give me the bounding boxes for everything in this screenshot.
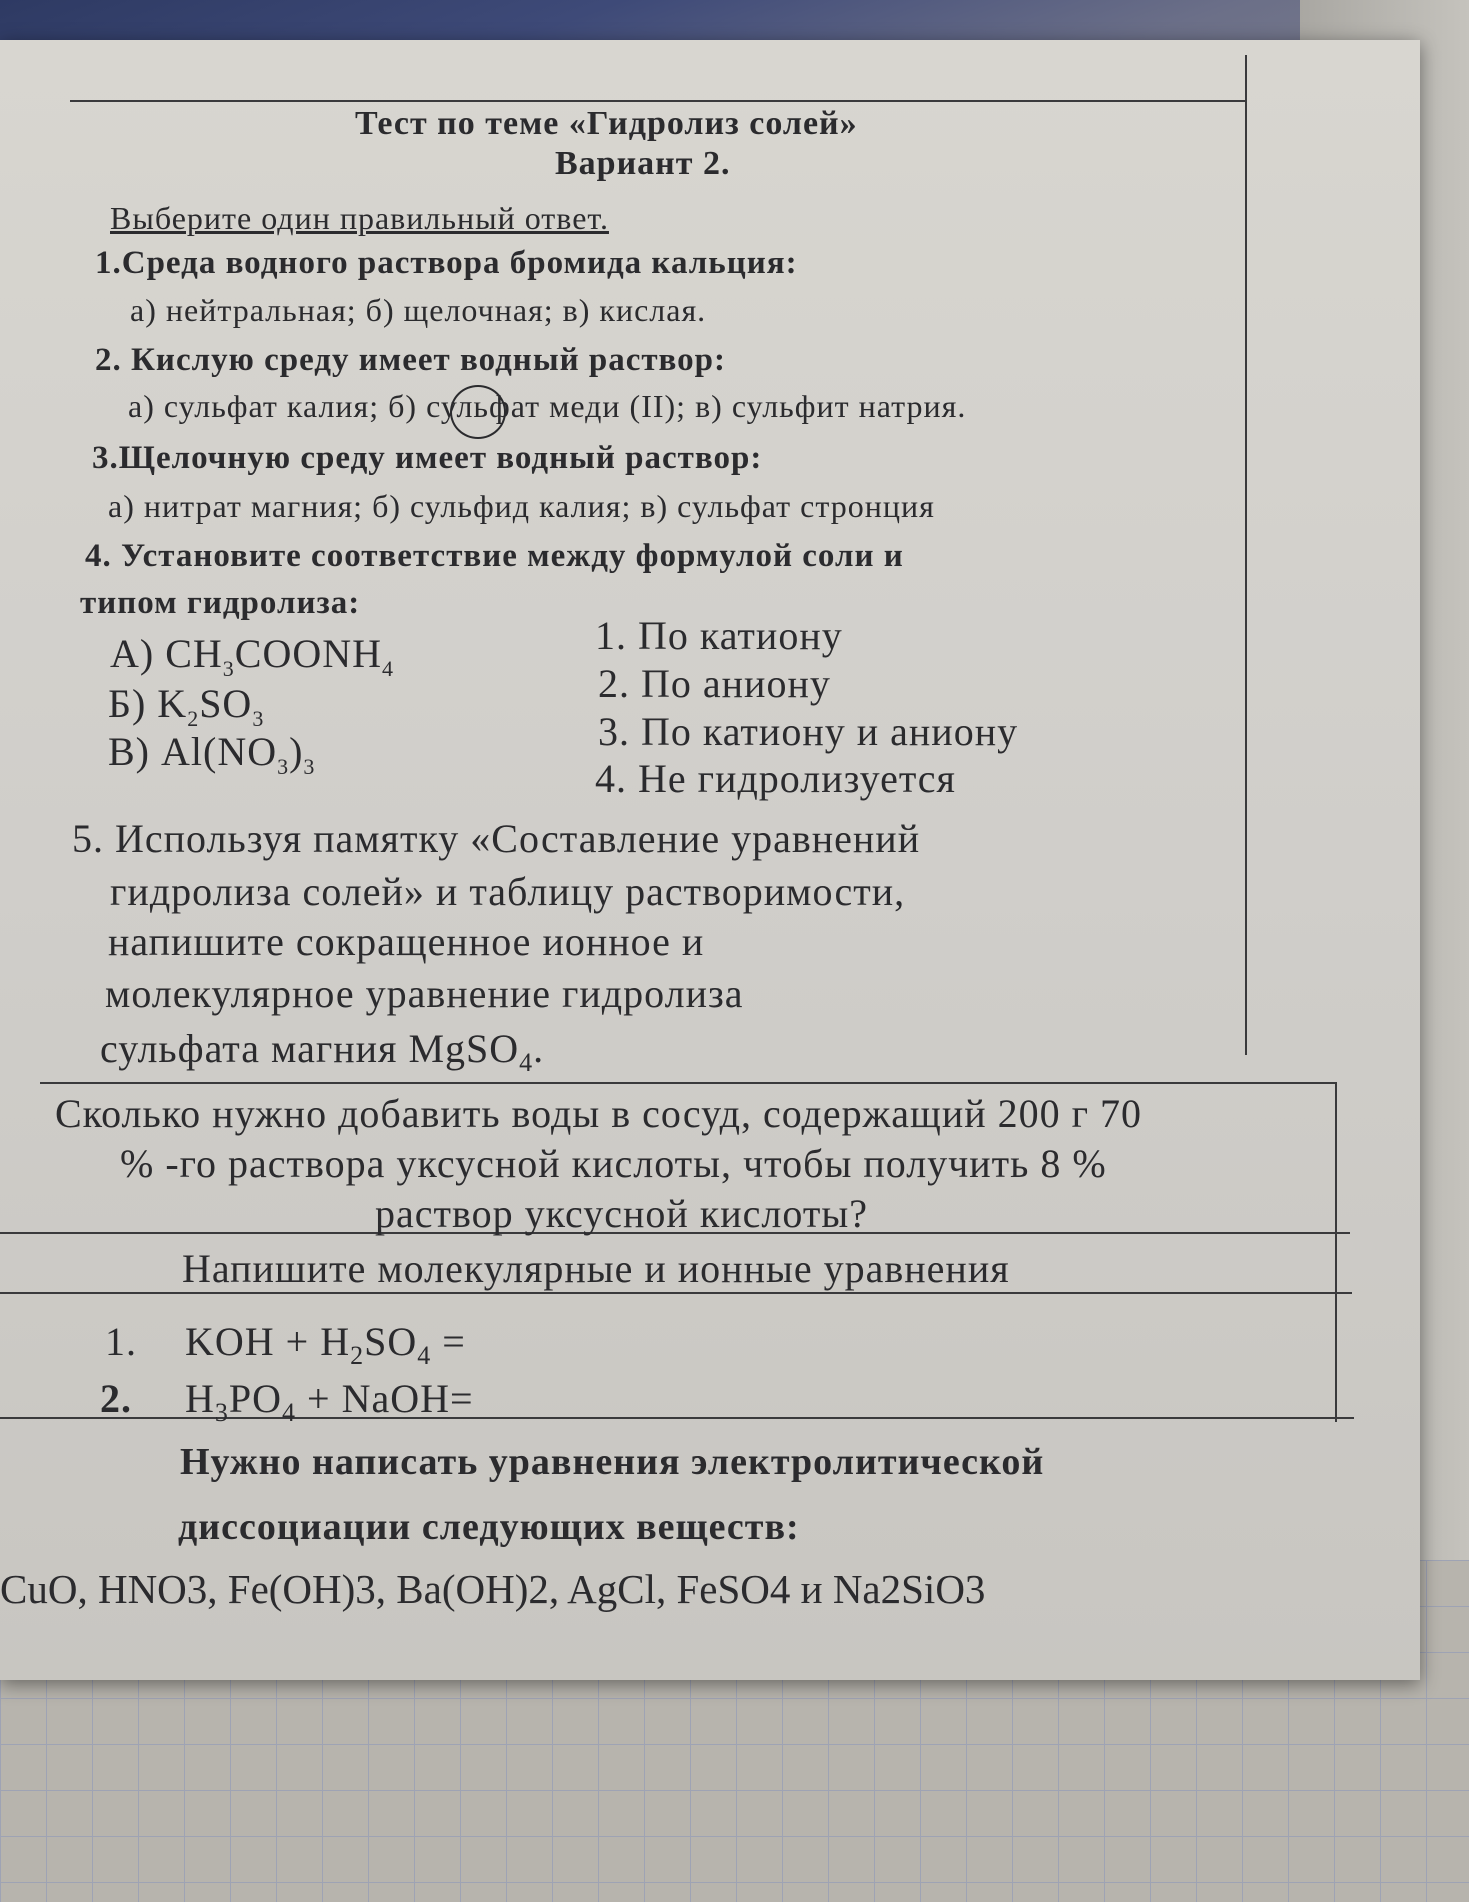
equations-header: Напишите молекулярные и ионные уравнения [182, 1246, 1010, 1291]
question-5-line-5: сульфата магния MgSO$_4$. [100, 1026, 545, 1077]
dissociation-line-2: диссоциации следующих веществ: [178, 1506, 800, 1548]
hydrolysis-type-3: 3. По катиону и аниону [598, 709, 1019, 754]
question-3-answers: а) нитрат магния; б) сульфид калия; в) сульфат стронция [108, 488, 935, 524]
question-1: 1.Среда водного раствора бромида кальция: [95, 245, 798, 281]
formula-b: Б) $K_2SO_3$ [108, 681, 265, 731]
selected-answer-circle [450, 385, 506, 439]
formula-a: А) $CH_3COONH_4$ [110, 631, 395, 681]
question-2-answers: а) сульфат калия; б) сульфат меди (II); в) сульфит натрия. [128, 388, 967, 424]
table-right-border-lower [1335, 1082, 1337, 1422]
table-top-border [70, 100, 1245, 102]
water-task-line-3: раствор уксусной кислоты? [375, 1191, 868, 1236]
equation-1-number: 1. [105, 1319, 137, 1364]
divider-after-eq-header [0, 1292, 1352, 1294]
question-5-line-4: молекулярное уравнение гидролиза [105, 971, 744, 1016]
test-title: Тест по теме «Гидролиз солей» [355, 105, 858, 142]
formula-c: В) $Al(NO_3)_3$ [108, 729, 316, 779]
dissociation-line-1: Нужно написать уравнения электролитической [180, 1441, 1045, 1483]
equation-2: $H_3PO_4$ + NaOH= [185, 1376, 474, 1427]
hydrolysis-type-1: 1. По катиону [595, 613, 843, 658]
water-task-line-1: Сколько нужно добавить воды в сосуд, содержащий 200 г 70 [55, 1091, 1143, 1136]
hydrolysis-type-4: 4. Не гидролизуется [595, 756, 956, 801]
question-3: 3.Щелочную среду имеет водный раствор: [92, 440, 763, 476]
divider-after-q5 [40, 1082, 1335, 1084]
question-1-answers: а) нейтральная; б) щелочная; в) кислая. [130, 292, 707, 328]
question-4-line-1: 4. Установите соответствие между формулой соли и [85, 538, 904, 574]
instruction: Выберите один правильный ответ. [110, 200, 609, 236]
question-4-line-2: типом гидролиза: [80, 585, 361, 621]
equation-2-number: 2. [100, 1376, 132, 1421]
question-5-line-2: гидролиза солей» и таблицу растворимости, [110, 869, 906, 914]
equation-1: KOH + $H_2SO_4$ = [185, 1319, 466, 1370]
hydrolysis-type-2: 2. По аниону [598, 661, 831, 706]
question-5-line-1: 5. Используя памятку «Составление уравнений [72, 816, 921, 861]
question-5-line-3: напишите сокращенное ионное и [108, 919, 705, 964]
table-right-border [1245, 55, 1247, 1055]
water-task-line-2: % -го раствора уксусной кислоты, чтобы получить 8 % [120, 1141, 1107, 1186]
question-2: 2. Кислую среду имеет водный раствор: [95, 342, 726, 378]
dissociation-substances: CuO, HNO3, Fe(OH)3, Ba(OH)2, AgCl, FeSO4 и Na2SiO3 [0, 1566, 986, 1612]
variant-label: Вариант 2. [555, 145, 731, 182]
